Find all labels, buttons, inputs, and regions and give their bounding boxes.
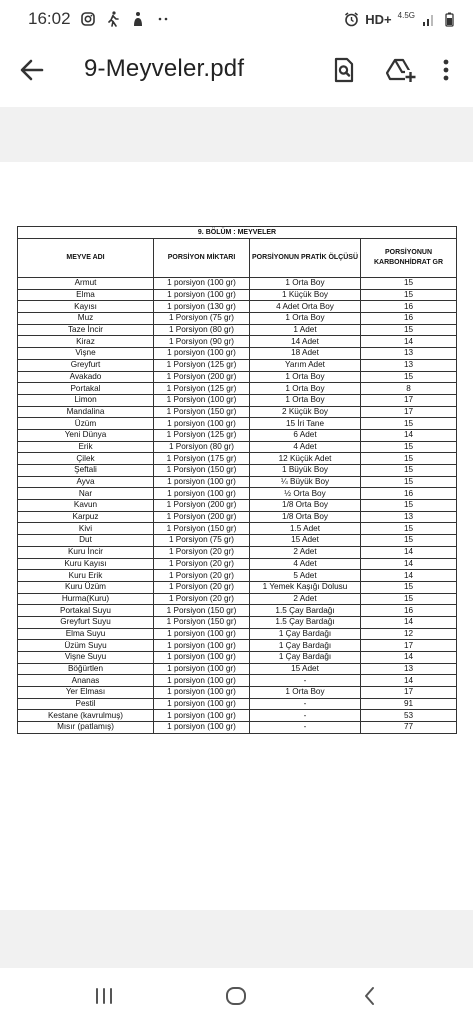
portion-amount-cell: 1 Porsiyon (90 gr) <box>154 336 250 348</box>
network-label: HD+ <box>365 11 392 27</box>
instagram-icon <box>81 12 96 27</box>
carbohydrate-cell: 14 <box>361 652 457 664</box>
portion-amount-cell: 1 Porsiyon (100 gr) <box>154 394 250 406</box>
practical-measure-cell: 12 Küçük Adet <box>250 453 361 465</box>
portion-amount-cell: 1 Porsiyon (125 gr) <box>154 383 250 395</box>
portion-amount-cell: 1 Porsiyon (200 gr) <box>154 371 250 383</box>
table-row <box>18 453 457 465</box>
portion-amount-cell: 1 Porsiyon (150 gr) <box>154 605 250 617</box>
portion-amount-cell: 1 porsiyon (100 gr) <box>154 278 250 290</box>
table-row <box>18 278 457 290</box>
viewer-background-top <box>0 107 473 162</box>
fruit-name-cell: Ananas <box>18 675 154 687</box>
add-to-drive-button[interactable] <box>386 56 414 84</box>
practical-measure-cell: 1/8 Orta Boy <box>250 511 361 523</box>
fruit-name-cell: Limon <box>18 394 154 406</box>
table-row <box>18 605 457 617</box>
fruit-name-cell: Üzüm <box>18 418 154 430</box>
practical-measure-cell: 1 Orta Boy <box>250 371 361 383</box>
portion-amount-cell: 1 Porsiyon (150 gr) <box>154 406 250 418</box>
practical-measure-cell: 5 Adet <box>250 570 361 582</box>
table-row <box>18 418 457 430</box>
fruit-name-cell: Hurma(Kuru) <box>18 593 154 605</box>
carbohydrate-cell: 53 <box>361 710 457 722</box>
carbohydrate-cell: 13 <box>361 359 457 371</box>
portion-amount-cell: 1 porsiyon (100 gr) <box>154 710 250 722</box>
fruit-table <box>17 226 457 734</box>
portion-amount-cell: 1 porsiyon (100 gr) <box>154 476 250 488</box>
portion-amount-cell: 1 Porsiyon (150 gr) <box>154 616 250 628</box>
practical-measure-cell: 15 Adet <box>250 535 361 547</box>
portion-amount-cell: 1 porsiyon (100 gr) <box>154 687 250 699</box>
table-row <box>18 698 457 710</box>
table-row <box>18 570 457 582</box>
portion-amount-cell: 1 porsiyon (100 gr) <box>154 722 250 734</box>
carbohydrate-cell: 13 <box>361 511 457 523</box>
portion-amount-cell: 1 porsiyon (100 gr) <box>154 663 250 675</box>
signal-icon <box>421 12 436 27</box>
portion-amount-cell: 1 Porsiyon (200 gr) <box>154 500 250 512</box>
carbohydrate-cell: 15 <box>361 581 457 593</box>
table-row <box>18 394 457 406</box>
battery-icon <box>442 12 457 27</box>
practical-measure-cell: 4 Adet <box>250 558 361 570</box>
portion-amount-cell: 1 porsiyon (100 gr) <box>154 289 250 301</box>
fruit-name-cell: Mandalina <box>18 406 154 418</box>
carbohydrate-cell: 14 <box>361 570 457 582</box>
carbohydrate-cell: 16 <box>361 488 457 500</box>
table-row <box>18 546 457 558</box>
fruit-name-cell: Kiraz <box>18 336 154 348</box>
status-left <box>28 9 171 29</box>
table-row <box>18 523 457 535</box>
practical-measure-cell: - <box>250 698 361 710</box>
table-row <box>18 722 457 734</box>
fruit-name-cell: Çilek <box>18 453 154 465</box>
fruit-name-cell: Böğürtlen <box>18 663 154 675</box>
carbohydrate-cell: 77 <box>361 722 457 734</box>
practical-measure-cell: - <box>250 722 361 734</box>
back-arrow-icon <box>18 56 46 84</box>
portion-amount-cell: 1 Porsiyon (75 gr) <box>154 313 250 325</box>
more-options-button[interactable] <box>436 56 456 84</box>
fruit-name-cell: Kavun <box>18 500 154 512</box>
carbohydrate-cell: 12 <box>361 628 457 640</box>
table-row <box>18 581 457 593</box>
viewer-background-bottom <box>0 910 473 968</box>
carbohydrate-cell: 14 <box>361 546 457 558</box>
fruit-name-cell: Pestil <box>18 698 154 710</box>
table-row <box>18 500 457 512</box>
more-vert-icon <box>436 56 456 84</box>
fruit-name-cell: Mısır (patlamış) <box>18 722 154 734</box>
portion-amount-cell: 1 Porsiyon (80 gr) <box>154 324 250 336</box>
table-row <box>18 429 457 441</box>
fruit-name-cell: Elma <box>18 289 154 301</box>
practical-measure-cell: 1.5 Çay Bardağı <box>250 605 361 617</box>
fruit-name-cell: Dut <box>18 535 154 547</box>
portion-amount-cell: 1 Porsiyon (20 gr) <box>154 558 250 570</box>
carbohydrate-cell: 17 <box>361 406 457 418</box>
add-to-drive-icon <box>386 56 416 84</box>
portion-amount-cell: 1 Porsiyon (150 gr) <box>154 523 250 535</box>
carbohydrate-cell: 16 <box>361 605 457 617</box>
portion-amount-cell: 1 Porsiyon (20 gr) <box>154 546 250 558</box>
fruit-name-cell: Kuru Kayısı <box>18 558 154 570</box>
practical-measure-cell: 15 Adet <box>250 663 361 675</box>
walking-icon <box>106 12 121 27</box>
practical-measure-cell: 1 Küçük Boy <box>250 289 361 301</box>
fruit-name-cell: Kayısı <box>18 301 154 313</box>
portion-amount-cell: 1 Porsiyon (125 gr) <box>154 359 250 371</box>
carbohydrate-cell: 16 <box>361 313 457 325</box>
practical-measure-cell: 2 Küçük Boy <box>250 406 361 418</box>
practical-measure-cell: 18 Adet <box>250 348 361 360</box>
carbohydrate-cell: 14 <box>361 558 457 570</box>
carbohydrate-cell: 15 <box>361 441 457 453</box>
table-row <box>18 535 457 547</box>
carbohydrate-cell: 15 <box>361 371 457 383</box>
fruit-name-cell: Greyfurt Suyu <box>18 616 154 628</box>
portion-amount-cell: 1 Porsiyon (20 gr) <box>154 593 250 605</box>
portion-amount-cell: 1 porsiyon (130 gr) <box>154 301 250 313</box>
portion-amount-cell: 1 Porsiyon (200 gr) <box>154 511 250 523</box>
find-in-page-button[interactable] <box>330 56 358 84</box>
table-row <box>18 465 457 477</box>
practical-measure-cell: 1 Adet <box>250 324 361 336</box>
table-row <box>18 336 457 348</box>
home-button[interactable] <box>224 984 248 1008</box>
fruit-name-cell: Nar <box>18 488 154 500</box>
practical-measure-cell: 1 Yemek Kaşığı Dolusu <box>250 581 361 593</box>
table-row <box>18 628 457 640</box>
carbohydrate-cell: 17 <box>361 640 457 652</box>
practical-measure-cell: ¼ Büyük Boy <box>250 476 361 488</box>
table-row <box>18 558 457 570</box>
alarm-icon <box>344 12 359 27</box>
practical-measure-cell: 1 Orta Boy <box>250 278 361 290</box>
fruit-name-cell: Armut <box>18 278 154 290</box>
table-row <box>18 652 457 664</box>
fruit-name-cell: Ayva <box>18 476 154 488</box>
table-row <box>18 488 457 500</box>
navigation-bar <box>0 968 473 1024</box>
practical-measure-cell: Yarım Adet <box>250 359 361 371</box>
table-row <box>18 441 457 453</box>
fruit-name-cell: Taze İncir <box>18 324 154 336</box>
home-icon <box>224 984 248 1008</box>
practical-measure-cell: 4 Adet <box>250 441 361 453</box>
carbohydrate-cell: 14 <box>361 429 457 441</box>
more-notifications-icon <box>156 12 171 27</box>
back-icon <box>358 984 382 1008</box>
practical-measure-cell: - <box>250 675 361 687</box>
fruit-name-cell: Elma Suyu <box>18 628 154 640</box>
practical-measure-cell: 1 Çay Bardağı <box>250 652 361 664</box>
fruit-name-cell: Portakal <box>18 383 154 395</box>
fruit-name-cell: Yer Elması <box>18 687 154 699</box>
person-notification-icon <box>131 12 146 27</box>
carbohydrate-cell: 15 <box>361 289 457 301</box>
fruit-name-cell: Erik <box>18 441 154 453</box>
carbohydrate-cell: 13 <box>361 348 457 360</box>
portion-amount-cell: 1 porsiyon (100 gr) <box>154 652 250 664</box>
portion-amount-cell: 1 Porsiyon (150 gr) <box>154 465 250 477</box>
recent-apps-icon <box>92 984 116 1008</box>
carbohydrate-cell: 15 <box>361 476 457 488</box>
back-button[interactable] <box>18 56 46 84</box>
table-row <box>18 359 457 371</box>
portion-amount-cell: 1 porsiyon (100 gr) <box>154 640 250 652</box>
carbohydrate-cell: 15 <box>361 593 457 605</box>
carbohydrate-cell: 15 <box>361 523 457 535</box>
practical-measure-cell: 1.5 Adet <box>250 523 361 535</box>
fruit-name-cell: Vişne Suyu <box>18 652 154 664</box>
fruit-name-cell: Portakal Suyu <box>18 605 154 617</box>
carbohydrate-cell: 15 <box>361 418 457 430</box>
practical-measure-cell: ½ Orta Boy <box>250 488 361 500</box>
table-row <box>18 511 457 523</box>
practical-measure-cell: 1 Orta Boy <box>250 687 361 699</box>
fruit-name-cell: Üzüm Suyu <box>18 640 154 652</box>
carbohydrate-cell: 8 <box>361 383 457 395</box>
find-in-page-icon <box>330 56 358 84</box>
portion-amount-cell: 1 porsiyon (100 gr) <box>154 418 250 430</box>
nav-back-button[interactable] <box>358 984 382 1008</box>
carbohydrate-cell: 15 <box>361 535 457 547</box>
table-row <box>18 313 457 325</box>
practical-measure-cell: 1 Çay Bardağı <box>250 640 361 652</box>
practical-measure-cell: 1 Büyük Boy <box>250 465 361 477</box>
portion-amount-cell: 1 porsiyon (100 gr) <box>154 488 250 500</box>
practical-measure-cell: 4 Adet Orta Boy <box>250 301 361 313</box>
table-row <box>18 687 457 699</box>
carbohydrate-cell: 17 <box>361 687 457 699</box>
practical-measure-cell: 14 Adet <box>250 336 361 348</box>
fruit-name-cell: Şeftali <box>18 465 154 477</box>
fruit-name-cell: Greyfurt <box>18 359 154 371</box>
table-row <box>18 289 457 301</box>
carbohydrate-cell: 15 <box>361 500 457 512</box>
portion-amount-cell: 1 porsiyon (100 gr) <box>154 628 250 640</box>
table-row <box>18 406 457 418</box>
table-row <box>18 710 457 722</box>
practical-measure-cell: 1 Çay Bardağı <box>250 628 361 640</box>
app-bar <box>0 38 473 104</box>
recent-apps-button[interactable] <box>92 984 116 1008</box>
carbohydrate-cell: 16 <box>361 301 457 313</box>
carbohydrate-cell: 14 <box>361 616 457 628</box>
table-row <box>18 675 457 687</box>
table-row <box>18 301 457 313</box>
practical-measure-cell: 6 Adet <box>250 429 361 441</box>
portion-amount-cell: 1 porsiyon (100 gr) <box>154 348 250 360</box>
table-row <box>18 348 457 360</box>
portion-amount-cell: 1 porsiyon (100 gr) <box>154 698 250 710</box>
table-row <box>18 593 457 605</box>
table-row <box>18 476 457 488</box>
fruit-name-cell: Avakado <box>18 371 154 383</box>
carbohydrate-cell: 14 <box>361 336 457 348</box>
practical-measure-cell: - <box>250 710 361 722</box>
fruit-name-cell: Vişne <box>18 348 154 360</box>
carbohydrate-cell: 91 <box>361 698 457 710</box>
practical-measure-cell: 1/8 Orta Boy <box>250 500 361 512</box>
header-portion-amount: PORSİYON MİKTARI <box>154 239 250 278</box>
fruit-name-cell: Kuru Erik <box>18 570 154 582</box>
carbohydrate-cell: 14 <box>361 675 457 687</box>
carbohydrate-cell: 15 <box>361 465 457 477</box>
practical-measure-cell: 1.5 Çay Bardağı <box>250 616 361 628</box>
carbohydrate-cell: 15 <box>361 278 457 290</box>
network-type-label: 4.5G <box>397 10 415 20</box>
document-title: 9-Meyveler.pdf <box>84 55 245 82</box>
practical-measure-cell: 2 Adet <box>250 546 361 558</box>
practical-measure-cell: 1 Orta Boy <box>250 313 361 325</box>
header-carbohydrate: PORSİYONUN KARBONHİDRAT GR <box>361 239 457 278</box>
fruit-name-cell: Kuru İncir <box>18 546 154 558</box>
carbohydrate-cell: 15 <box>361 324 457 336</box>
status-bar <box>0 0 473 38</box>
practical-measure-cell: 2 Adet <box>250 593 361 605</box>
portion-amount-cell: 1 Porsiyon (75 gr) <box>154 535 250 547</box>
table-header-row <box>18 239 457 278</box>
carbohydrate-cell: 17 <box>361 394 457 406</box>
header-fruit-name: MEYVE ADI <box>18 239 154 278</box>
fruit-name-cell: Muz <box>18 313 154 325</box>
table-row <box>18 663 457 675</box>
section-title: 9. BÖLÜM : MEYVELER <box>18 227 457 239</box>
practical-measure-cell: 1 Orta Boy <box>250 394 361 406</box>
header-practical-measure: PORSİYONUN PRATİK ÖLÇÜSÜ <box>250 239 361 278</box>
portion-amount-cell: 1 Porsiyon (125 gr) <box>154 429 250 441</box>
pdf-page[interactable] <box>0 162 473 910</box>
fruit-name-cell: Kestane (kavrulmuş) <box>18 710 154 722</box>
fruit-name-cell: Karpuz <box>18 511 154 523</box>
table-row <box>18 640 457 652</box>
table-row <box>18 371 457 383</box>
portion-amount-cell: 1 Porsiyon (175 gr) <box>154 453 250 465</box>
fruit-name-cell: Yeni Dünya <box>18 429 154 441</box>
carbohydrate-cell: 15 <box>361 453 457 465</box>
table-row <box>18 616 457 628</box>
table-row <box>18 383 457 395</box>
portion-amount-cell: 1 Porsiyon (20 gr) <box>154 581 250 593</box>
status-time: 16:02 <box>28 9 71 28</box>
table-row <box>18 324 457 336</box>
table-body <box>18 278 457 734</box>
portion-amount-cell: 1 Porsiyon (20 gr) <box>154 570 250 582</box>
status-right <box>344 12 457 27</box>
practical-measure-cell: 15 İri Tane <box>250 418 361 430</box>
portion-amount-cell: 1 Porsiyon (80 gr) <box>154 441 250 453</box>
fruit-name-cell: Kuru Üzüm <box>18 581 154 593</box>
fruit-name-cell: Kivi <box>18 523 154 535</box>
practical-measure-cell: 1 Orta Boy <box>250 383 361 395</box>
portion-amount-cell: 1 porsiyon (100 gr) <box>154 675 250 687</box>
carbohydrate-cell: 13 <box>361 663 457 675</box>
